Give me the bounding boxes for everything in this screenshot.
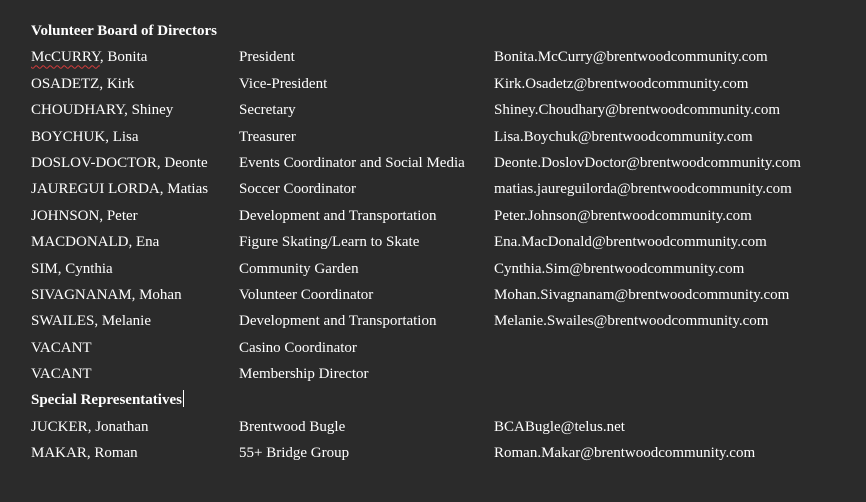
member-email: matias.jaureguilorda@brentwoodcommunity.com — [494, 181, 792, 198]
member-role: 55+ Bridge Group — [239, 445, 350, 462]
member-email: Mohan.Sivagnanam@brentwoodcommunity.com — [494, 286, 790, 303]
special-row — [31, 440, 851, 466]
member-role: Brentwood Bugle — [239, 418, 346, 435]
board-row — [31, 150, 851, 176]
member-surname: SWAILES — [31, 313, 95, 330]
member-email: Shiney.Choudhary@brentwoodcommunity.com — [494, 102, 780, 119]
board-row — [31, 124, 851, 150]
member-given-name: Matias — [167, 181, 209, 198]
member-given-name: Cynthia — [65, 260, 113, 277]
member-surname: BOYCHUK — [31, 128, 106, 145]
special-row — [31, 414, 851, 440]
special-heading-text: Special Representatives — [31, 392, 182, 409]
member-surname: JAUREGUI LORDA — [31, 181, 160, 198]
board-heading — [31, 18, 851, 44]
member-surname: MACDONALD — [31, 234, 129, 251]
member-name: MACDONALD, Ena — [31, 234, 160, 251]
member-surname: SIVAGNANAM — [31, 286, 132, 303]
member-name: CHOUDHARY, Shiney — [31, 102, 174, 119]
member-email: BCABugle@telus.net — [494, 418, 625, 435]
board-row — [31, 71, 851, 97]
member-role: Development and Transportation — [239, 207, 437, 224]
member-role: Soccer Coordinator — [239, 181, 357, 198]
member-role: Figure Skating/Learn to Skate — [239, 234, 420, 251]
member-email: Deonte.DoslovDoctor@brentwoodcommunity.com — [494, 154, 801, 171]
member-role: Casino Coordinator — [239, 339, 357, 356]
board-row — [31, 229, 851, 255]
member-surname: McCURRY — [31, 49, 100, 66]
member-role: Volunteer Coordinator — [239, 286, 374, 303]
member-surname: OSADETZ — [31, 75, 100, 92]
member-role: Development and Transportation — [239, 313, 437, 330]
board-row — [31, 44, 851, 70]
member-given-name: Roman — [94, 445, 138, 462]
member-name: McCURRY, Bonita — [31, 49, 148, 66]
member-email: Ena.MacDonald@brentwoodcommunity.com — [494, 234, 767, 251]
member-given-name: Bonita — [107, 49, 148, 66]
member-name: MAKAR, Roman — [31, 445, 138, 462]
member-name: SIM, Cynthia — [31, 260, 113, 277]
member-email: Roman.Makar@brentwoodcommunity.com — [494, 445, 756, 462]
special-heading — [31, 387, 851, 413]
member-role: Vice-President — [239, 75, 328, 92]
board-row — [31, 256, 851, 282]
board-row-vacant — [31, 361, 851, 387]
member-surname: DOSLOV-DOCTOR — [31, 154, 157, 171]
board-row — [31, 282, 851, 308]
member-name: JOHNSON, Peter — [31, 207, 138, 224]
member-surname: MAKAR — [31, 445, 87, 462]
member-name: SIVAGNANAM, Mohan — [31, 286, 182, 303]
board-heading-text: Volunteer Board of Directors — [31, 23, 217, 39]
board-row — [31, 203, 851, 229]
member-email: Melanie.Swailes@brentwoodcommunity.com — [494, 313, 769, 330]
member-given-name: Jonathan — [95, 418, 149, 435]
member-surname: JUCKER — [31, 418, 88, 435]
member-email: Bonita.McCurry@brentwoodcommunity.com — [494, 49, 768, 66]
member-name: VACANT — [31, 366, 92, 383]
member-email: Cynthia.Sim@brentwoodcommunity.com — [494, 260, 745, 277]
member-given-name: Peter — [106, 207, 138, 224]
member-given-name: Melanie — [101, 313, 151, 330]
member-name: DOSLOV-DOCTOR, Deonte — [31, 154, 208, 171]
board-row — [31, 176, 851, 202]
document-body[interactable] — [31, 18, 851, 467]
member-name: VACANT — [31, 339, 92, 356]
member-surname: SIM — [31, 260, 58, 277]
member-given-name: Kirk — [106, 75, 135, 92]
board-row — [31, 97, 851, 123]
member-role: Community Garden — [239, 260, 359, 277]
board-row — [31, 308, 851, 334]
member-given-name: Shiney — [131, 102, 174, 119]
member-name: BOYCHUK, Lisa — [31, 128, 139, 145]
member-given-name: Lisa — [112, 128, 139, 145]
member-name: SWAILES, Melanie — [31, 313, 151, 330]
member-given-name: Ena — [136, 234, 160, 251]
member-role: Membership Director — [239, 366, 369, 383]
member-surname: CHOUDHARY — [31, 102, 125, 119]
member-role: President — [239, 49, 295, 66]
member-email: Lisa.Boychuk@brentwoodcommunity.com — [494, 128, 753, 145]
member-email: Peter.Johnson@brentwoodcommunity.com — [494, 207, 752, 224]
member-given-name: Mohan — [139, 286, 182, 303]
member-name: OSADETZ, Kirk — [31, 75, 135, 92]
member-surname: JOHNSON — [31, 207, 100, 224]
text-cursor — [183, 390, 184, 407]
member-role: Secretary — [239, 102, 296, 119]
member-email: Kirk.Osadetz@brentwoodcommunity.com — [494, 75, 749, 92]
member-given-name: Deonte — [164, 154, 208, 171]
member-role: Events Coordinator and Social Media — [239, 154, 465, 171]
special-heading-container — [31, 387, 184, 413]
member-name: JUCKER, Jonathan — [31, 418, 149, 435]
member-role: Treasurer — [239, 128, 296, 145]
board-row-vacant — [31, 335, 851, 361]
member-name: JAUREGUI LORDA, Matias — [31, 181, 209, 198]
